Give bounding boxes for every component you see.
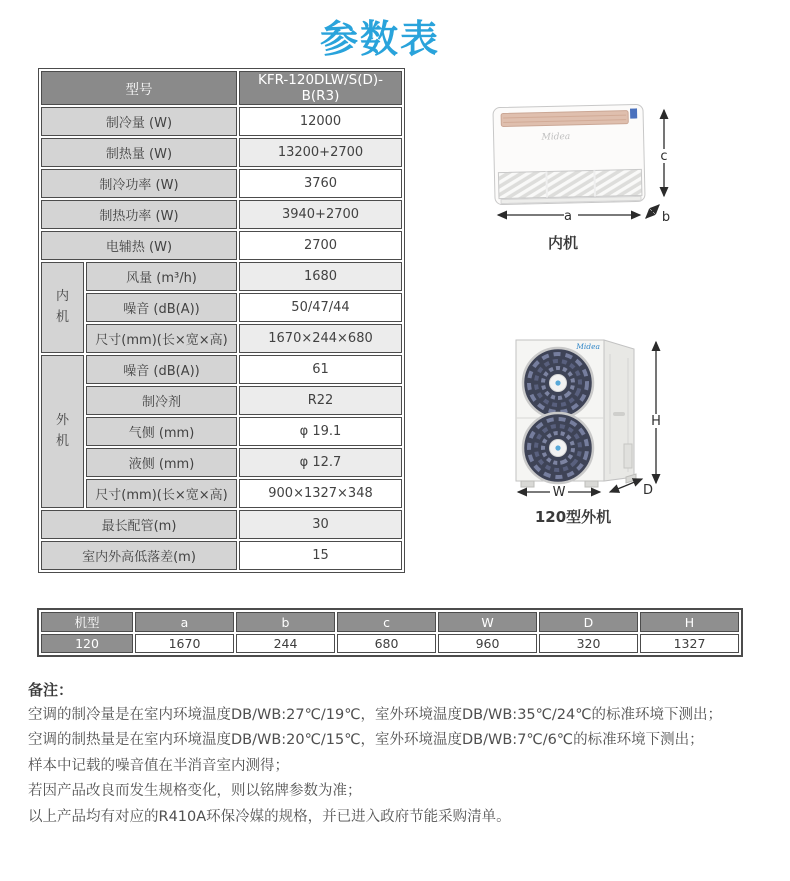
table-row	[41, 169, 402, 198]
row-label: 制冷量 (W)	[41, 107, 237, 136]
table-row	[41, 448, 402, 477]
midea-logo: Midea	[576, 342, 600, 351]
col-header: W	[438, 612, 537, 632]
table-row	[41, 386, 402, 415]
dim-label-b: b	[661, 210, 671, 225]
row-value: 1670×244×680	[239, 324, 402, 353]
row-value: 30	[239, 510, 402, 539]
upper-fan	[523, 348, 593, 418]
table-row	[41, 479, 402, 508]
table-row	[41, 355, 402, 384]
group-cell-outdoor-unit	[41, 355, 84, 508]
dimensions-header-row	[41, 612, 739, 632]
indoor-unit-caption: 内机	[547, 234, 578, 252]
table-row	[41, 231, 402, 260]
note-line: 样本中记载的噪音值在半消音室内测得；	[28, 757, 289, 774]
col-header: b	[236, 612, 335, 632]
model-value: KFR-120DLW/S(D)-B(R3)	[239, 71, 402, 105]
table-row	[41, 262, 402, 291]
table-header-row	[41, 71, 402, 105]
page-title: 参数表	[319, 17, 440, 61]
row-label: 气侧 (mm)	[86, 417, 237, 446]
dim-cell: 680	[337, 634, 436, 653]
table-row	[41, 138, 402, 167]
dim-cell: 1670	[135, 634, 234, 653]
col-header: H	[640, 612, 739, 632]
dim-cell: 244	[236, 634, 335, 653]
dim-label-W: W	[552, 485, 566, 498]
row-label: 尺寸(mm)(长×宽×高)	[86, 324, 237, 353]
outdoor-unit-figure	[488, 328, 693, 527]
group-label: 外机	[55, 413, 69, 449]
model-cell: 120	[41, 634, 133, 653]
intake-grille	[498, 169, 642, 198]
row-value: 61	[239, 355, 402, 384]
table-row	[41, 541, 402, 570]
model-label: 型号	[41, 71, 237, 105]
row-label: 最长配管(m)	[41, 510, 237, 539]
col-header: a	[135, 612, 234, 632]
outdoor-unit-body	[516, 340, 636, 487]
table-row	[41, 510, 402, 539]
outdoor-unit-caption: 120型外机	[534, 508, 612, 526]
indoor-unit-figure	[478, 94, 693, 253]
note-line: 空调的制冷量是在室内环境温度DB/WB:27℃/19℃，室外环境温度DB/WB:35℃/24℃的标准环境下测出；	[28, 707, 723, 723]
row-value: 50/47/44	[239, 293, 402, 322]
dimensions-data-row	[41, 634, 739, 653]
col-header: c	[337, 612, 436, 632]
lower-fan	[523, 413, 593, 483]
indoor-unit-body	[493, 104, 645, 204]
row-label: 电辅热 (W)	[41, 231, 237, 260]
row-label: 噪音 (dB(A))	[86, 355, 237, 384]
row-value: φ 12.7	[239, 448, 402, 477]
control-badge	[630, 108, 637, 118]
row-label: 制热量 (W)	[41, 138, 237, 167]
row-label: 制冷功率 (W)	[41, 169, 237, 198]
group-label: 内机	[55, 289, 69, 325]
row-value: 13200+2700	[239, 138, 402, 167]
row-value: R22	[239, 386, 402, 415]
dim-label-a: a	[564, 209, 572, 224]
table-row	[41, 200, 402, 229]
col-header: D	[539, 612, 638, 632]
row-label: 制热功率 (W)	[41, 200, 237, 229]
midea-logo: Midea	[541, 131, 571, 143]
row-value: 15	[239, 541, 402, 570]
note-line: 以上产品均有对应的R410A环保冷媒的规格，并已进入政府节能采购清单。	[28, 808, 511, 825]
dim-cell: 960	[438, 634, 537, 653]
row-label: 噪音 (dB(A))	[86, 293, 237, 322]
row-label: 制冷剂	[86, 386, 237, 415]
note-line: 若因产品改良而发生规格变化，则以铭牌参数为准；	[28, 783, 362, 800]
indoor-unit-image	[478, 94, 693, 226]
table-row	[41, 417, 402, 446]
dim-cell: 1327	[640, 634, 739, 653]
row-value: 3760	[239, 169, 402, 198]
row-value: 2700	[239, 231, 402, 260]
table-row	[41, 107, 402, 136]
row-label: 液侧 (mm)	[86, 448, 237, 477]
row-label: 室内外高低落差(m)	[41, 541, 237, 570]
air-vane-strip	[501, 111, 628, 127]
row-value: φ 19.1	[239, 417, 402, 446]
dim-label-H: H	[651, 414, 661, 429]
dim-label-D: D	[642, 483, 654, 498]
row-label: 尺寸(mm)(长×宽×高)	[86, 479, 237, 508]
notes-title: 备注：	[28, 681, 74, 699]
row-value: 12000	[239, 107, 402, 136]
notes-section	[28, 678, 773, 830]
table-row	[41, 324, 402, 353]
outdoor-unit-image	[488, 328, 693, 498]
note-line: 空调的制热量是在室内环境温度DB/WB:20℃/15℃，室外环境温度DB/WB:7℃/6℃的标准环境下测出；	[28, 732, 704, 749]
table-row	[41, 293, 402, 322]
row-value: 900×1327×348	[239, 479, 402, 508]
dimensions-table	[37, 608, 743, 657]
dim-cell: 320	[539, 634, 638, 653]
group-cell-indoor-unit	[41, 262, 84, 353]
col-header: 机型	[41, 612, 133, 632]
row-value: 3940+2700	[239, 200, 402, 229]
row-value: 1680	[239, 262, 402, 291]
row-label: 风量 (m³/h)	[86, 262, 237, 291]
spec-table	[38, 68, 405, 573]
dim-label-c: c	[660, 149, 668, 164]
